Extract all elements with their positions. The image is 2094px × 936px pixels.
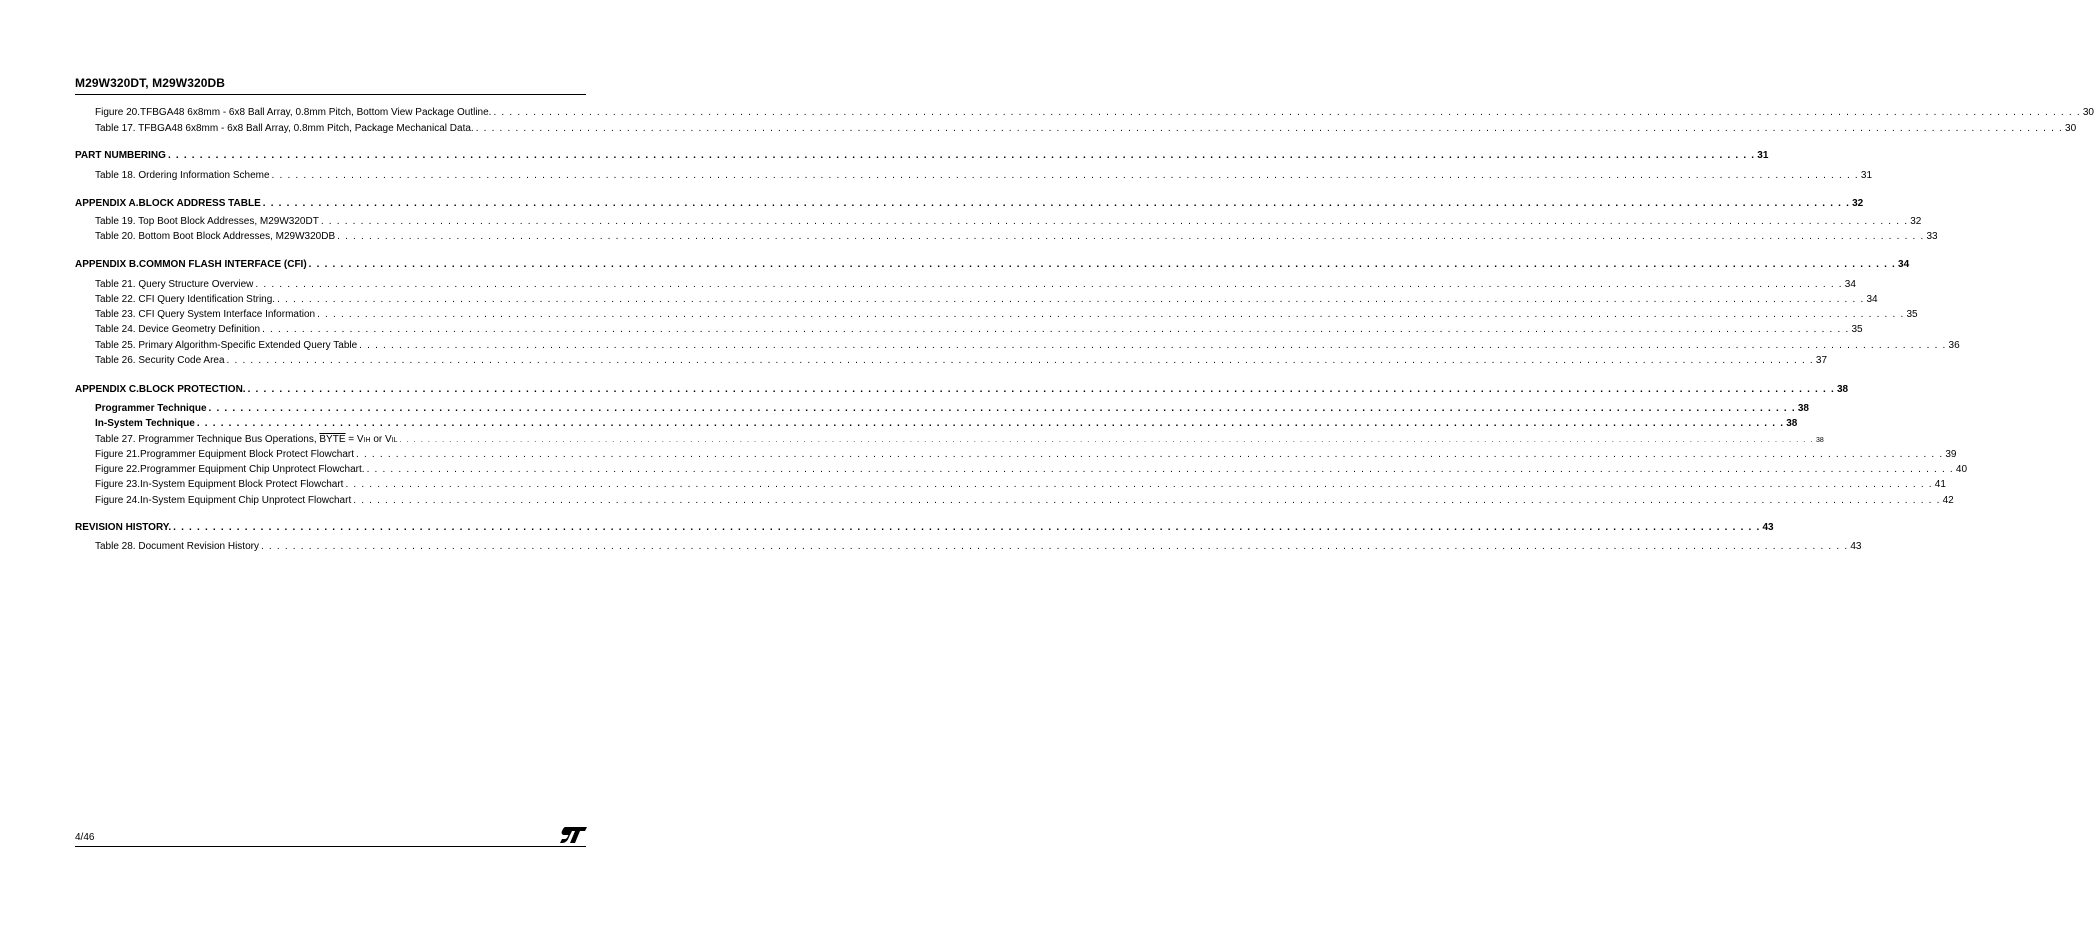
- dot-leader: . . . . . . . . . . . . . . . . . . . . . . . . . . . . . . . . . . . . . . . . . . . . . . . . . . . . . . . . . . . . . . . . . . . . . . . . . . . . . . . . . . . . . . . . . . . . . . . . . . . . . . . . . . . . . . . . . . . . . . . . . . . . . . . . . . . . . . . . . . . . . . . . . . . . . . . . . . . . . . . . . . . . . . . . . . . . . . . . . . . . . . . . . . . . . . . . . . . . . . . .: [271, 170, 1859, 181]
- dot-leader: . . . . . . . . . . . . . . . . . . . . . . . . . . . . . . . . . . . . . . . . . . . . . . . . . . . . . . . . . . . . . . . . . . . . . . . . . . . . . . . . . . . . . . . . . . . . . . . . . . . . . . . . . . . . . . . . . . . . . . . . . . . . . . . . . . . . . . . . . . . . . . . . . . . . . . . . . . . . . . . . . . . . . . . . . . . . . . . . . . . . . . . . . . . . . . . . . . . . . . . .: [353, 495, 1941, 506]
- toc-section-part-numbering[interactable]: [75, 149, 1769, 163]
- toc-entry-figure-21[interactable]: [95, 448, 1957, 462]
- toc-entry-page: 34: [1866, 294, 1878, 305]
- toc-entry-label: Table 26. Security Code Area: [95, 355, 225, 366]
- toc-subsection-in-system-technique[interactable]: [95, 417, 1798, 431]
- toc-entry-page: 40: [1955, 464, 1968, 475]
- toc-entry-label: Table 25. Primary Algorithm-Specific Extended Query Table: [95, 340, 358, 351]
- toc-section-label: APPENDIX C.BLOCK PROTECTION.: [75, 384, 246, 395]
- toc-entry-label: Figure 23.In-System Equipment Block Protect Flowchart: [95, 479, 344, 490]
- toc-section-label: APPENDIX A.BLOCK ADDRESS TABLE: [75, 198, 261, 209]
- toc-entry-label-or: or V: [370, 434, 392, 445]
- toc-entry-page: 42: [1942, 495, 1954, 506]
- toc-entry-table-18[interactable]: [95, 169, 1873, 183]
- toc-entry-page: 43: [1850, 541, 1862, 552]
- dot-leader: . . . . . . . . . . . . . . . . . . . . . . . . . . . . . . . . . . . . . . . . . . . . . . . . . . . . . . . . . . . . . . . . . . . . . . . . . . . . . . . . . . . . . . . . . . . . . . . . . . . . . . . . . . . . . . . . . . . . . . . . . . . . . . . . . . . . . . . . . . . . . . . . . . . . . . . . . . . . . . . . . . . . . . . . . . . . . . . . . . . . . . . . . . . . . . . . . . . . . . . .: [493, 107, 2081, 118]
- dot-leader: . . . . . . . . . . . . . . . . . . . . . . . . . . . . . . . . . . . . . . . . . . . . . . . . . . . . . . . . . . . . . . . . . . . . . . . . . . . . . . . . . . . . . . . . . . . . . . . . . . . . . . . . . . . . . . . . . . . . . . . . . . . . . . . . . . . . . . . . . . . . . . . . . . . . . . . . . . . . . . . . . . . . . . . . . . . . . . . . . . . . . . . . . . . . . . . . . . . . . . . .: [262, 198, 1851, 209]
- toc-entry-figure-22[interactable]: [95, 463, 1968, 477]
- toc-section-label: REVISION HISTORY.: [75, 522, 172, 533]
- toc-section-label: PART NUMBERING: [75, 150, 166, 161]
- dot-leader: . . . . . . . . . . . . . . . . . . . . . . . . . . . . . . . . . . . . . . . . . . . . . . . . . . . . . . . . . . . . . . . . . . . . . . . . . . . . . . . . . . . . . . . . . . . . . . . . . . . . . . . . . . . . . . . . . . . . . . . . . . . . . . . . . . . . . . . . . . . . . . . . . . . . . . . . . . . . . . . . . . . . . . . . . . . . . . . . . . . . . . . . . . . . . . . . . . . . . . . .: [226, 355, 1814, 366]
- toc-entry-label: Table 24. Device Geometry Definition: [95, 324, 261, 335]
- toc-section-page: 32: [1852, 198, 1864, 209]
- toc-entry-label: In-System Technique: [95, 418, 195, 429]
- dot-leader: . . . . . . . . . . . . . . . . . . . . . . . . . . . . . . . . . . . . . . . . . . . . . . . . . . . . . . . . . . . . . . . . . . . . . . . . . . . . . . . . . . . . . . . . . . . . . . . . . . . . . . . . . . . . . . . . . . . . . . . . . . . . . . . . . . . . . . . . . . . . . . . . . . . . . . . . . . . . . . . . . . . . . . . . . . . . . . . . . . . . . . . . . . . . . . . . . . . . . . . .: [262, 324, 1850, 335]
- toc-entry-page: 38: [1815, 437, 1824, 444]
- vih-subscript: IH: [363, 437, 371, 444]
- toc-entry-page: 35: [1851, 324, 1863, 335]
- toc-entry-page: 35: [1906, 309, 1918, 320]
- dot-leader: . . . . . . . . . . . . . . . . . . . . . . . . . . . . . . . . . . . . . . . . . . . . . . . . . . . . . . . . . . . . . . . . . . . . . . . . . . . . . . . . . . . . . . . . . . . . . . . . . . . . . . . . . . . . . . . . . . . . . . . . . . . . . . . . . . . . . . . . . . . . . . . . . . . . . . . . . . . . . . . . . . . . . . . . . . . . . . . . . . . . . . . . . . . . . . . . . . . . . . . .: [345, 479, 1933, 490]
- toc-section-page: 43: [1762, 522, 1774, 533]
- toc-entry-page: 30: [2065, 123, 2077, 134]
- toc-entry-page: 36: [1948, 340, 1960, 351]
- document-title: M29W320DT, M29W320DB: [75, 76, 226, 90]
- toc-entry-page: 30: [2082, 107, 2094, 118]
- toc-section-appendix-b[interactable]: [75, 258, 1910, 272]
- toc-entry-label: Figure 21.Programmer Equipment Block Protect Flowchart: [95, 449, 354, 460]
- dot-leader: . . . . . . . . . . . . . . . . . . . . . . . . . . . . . . . . . . . . . . . . . . . . . . . . . . . . . . . . . . . . . . . . . . . . . . . . . . . . . . . . . . . . . . . . . . . . . . . . . . . . . . . . . . . . . . . . . . . . . . . . . . . . . . . . . . . . . . . . . . . . . . . . . . . . . . . . . . . . . . . . . . . . . . . . . . . . . . . . . . . . . . . . . . . . . . . . . . . . . . . .: [366, 464, 1954, 475]
- toc-entry-page: 41: [1934, 479, 1946, 490]
- toc-section-page: 34: [1898, 259, 1910, 270]
- toc-section-page: 31: [1757, 150, 1769, 161]
- toc-entry-label: Table 17. TFBGA48 6x8mm - 6x8 Ball Array, 0.8mm Pitch, Package Mechanical Data.: [95, 123, 474, 134]
- dot-leader: . . . . . . . . . . . . . . . . . . . . . . . . . . . . . . . . . . . . . . . . . . . . . . . . . . . . . . . . . . . . . . . . . . . . . . . . . . . . . . . . . . . . . . . . . . . . . . . . . . . . . . . . . . . . . . . . . . . . . . . . . . . . . . . . . . . . . . . . . . . . . . . . . . . . . . . . . . . . . . . . . . . . . . . . . . . . . . . . . . . . . . . . . . . . . . . . . . . . . . . .: [208, 403, 1796, 414]
- dot-leader: . . . . . . . . . . . . . . . . . . . . . . . . . . . . . . . . . . . . . . . . . . . . . . . . . . . . . . . . . . . . . . . . . . . . . . . . . . . . . . . . . . . . . . . . . . . . . . . . . . . . . . . . . . . . . . . . . . . . . . . . . . . . . . . . . . . . . . . . . . . . . . . . . . . . . . . . . . . . . . . . . . . . . . . . . . . . . . . . . . . . . . . . . . . . . . . . . . . . . . . .: [356, 449, 1944, 460]
- dot-leader: . . . . . . . . . . . . . . . . . . . . . . . . . . . . . . . . . . . . . . . . . . . . . . . . . . . . . . . . . . . . . . . . . . . . . . . . . . . . . . . . . . . . . . . . . . . . . . . . . . . . . . . . . . . . . . . . . . . . . . . . . . . . . . . . . . . . . . . . . . . . . . . . . . . . . . . . . . . . . . . . . . . . . . . . . . . . . . . . . . . . . . . . . . . . . . . . . . . . . . . .: [277, 294, 1865, 305]
- toc-entry-label-prefix: Table 27. Programmer Technique Bus Operations,: [95, 434, 320, 445]
- dot-leader: . . . . . . . . . . . . . . . . . . . . . . . . . . . . . . . . . . . . . . . . . . . . . . . . . . . . . . . . . . . . . . . . . . . . . . . . . . . . . . . . . . . . . . . . . . . . . . . . . . . . . . . . . . . . . . . . . . . . . . . . . . . . . . . . . . . . . . . . . . . . . . . . . . . . . . . . . . . . . . . . . . . . . . . . . . . . . . . . . . . . . . . . . . . . . . . . . . . . . . . .: [255, 279, 1843, 290]
- toc-entry-label: Table 20. Bottom Boot Block Addresses, M29W320DB: [95, 231, 336, 242]
- toc-entry-label: Figure 24.In-System Equipment Chip Unprotect Flowchart: [95, 495, 352, 506]
- toc-entry-label: Table 18. Ordering Information Scheme: [95, 170, 270, 181]
- header-divider: [75, 94, 586, 95]
- toc-entry-page: 38: [1797, 403, 1809, 414]
- toc-entry-table-22[interactable]: [95, 293, 1878, 307]
- toc-entry-figure-24[interactable]: [95, 494, 1954, 508]
- toc-section-label: APPENDIX B.COMMON FLASH INTERFACE (CFI): [75, 259, 307, 270]
- vil-subscript: IL: [391, 437, 398, 444]
- toc-entry-table-23[interactable]: [95, 308, 1918, 322]
- dot-leader: . . . . . . . . . . . . . . . . . . . . . . . . . . . . . . . . . . . . . . . . . . . . . . . . . . . . . . . . . . . . . . . . . . . . . . . . . . . . . . . . . . . . . . . . . . . . . . . . . . . . . . . . . . . . . . . . . . . . . . . . . . . . . . . . . . . . . . . . . . . . . . . . . . . . . . . . . . . . . . . . . . . . . . . . . . . . . . . . . . . . . . . . . . . . . . . . . . . . . . . .: [320, 216, 1909, 227]
- page-number: 4/46: [75, 832, 95, 843]
- toc-subsection-programmer-technique[interactable]: [95, 402, 1809, 416]
- toc-entry-figure-20[interactable]: [95, 106, 2094, 120]
- toc-entry-table-24[interactable]: [95, 323, 1863, 337]
- dot-leader: . . . . . . . . . . . . . . . . . . . . . . . . . . . . . . . . . . . . . . . . . . . . . . . . . . . . . . . . . . . . . . . . . . . . . . . . . . . . . . . . . . . . . . . . . . . . . . . . . . . . . . . . . . . . . . . . . . . . . . . . . . . . . . . . . . . . . . . . . . . . . . . . . . . . . . . . . . . . . . . . . . . . . . . . . . . . . . . . . . . . . . . . . . . . . . . . . . . . . . . .: [337, 231, 1925, 242]
- toc-section-revision-history[interactable]: [75, 521, 1774, 535]
- toc-entry-page: 39: [1945, 449, 1957, 460]
- toc-entry-label: Table 28. Document Revision History: [95, 541, 259, 552]
- toc-entry-label: Figure 22.Programmer Equipment Chip Unprotect Flowchart.: [95, 464, 365, 475]
- toc-entry-label: Table 21. Query Structure Overview: [95, 279, 254, 290]
- toc-entry-table-17[interactable]: [95, 122, 2077, 136]
- toc-entry-page: 32: [1910, 216, 1922, 227]
- toc-entry-label: Figure 20.TFBGA48 6x8mm - 6x8 Ball Array, 0.8mm Pitch, Bottom View Package Outline.: [95, 107, 492, 118]
- toc-entry-label: Programmer Technique: [95, 403, 207, 414]
- toc-entry-table-19[interactable]: [95, 215, 1922, 229]
- toc-entry-page: 33: [1926, 231, 1938, 242]
- dot-leader: . . . . . . . . . . . . . . . . . . . . . . . . . . . . . . . . . . . . . . . . . . . . . . . . . . . . . . . . . . . . . . . . . . . . . . . . . . . . . . . . . . . . . . . . . . . . . . . . . . . . . . . . . . . . . . . . . . . . . . . . . . . . . . . . . . . . . . . . . . . . . . . . . . . . . . . . . . . . . . . . . . . . . . . . . . . . . . . . . . . . . . . . . . . . . . . . . . . . . . . .: [308, 259, 1897, 270]
- toc-entry-page: 34: [1844, 279, 1856, 290]
- dot-leader: . . . . . . . . . . . . . . . . . . . . . . . . . . . . . . . . . . . . . . . . . . . . . . . . . . . . . . . . . . . . . . . . . . . . . . . . . . . . . . . . . . . . . . . . . . . . . . . . . . . . . . . . . . . . . . . . . . . . . . . . . . . . . . . . . . . . . . . . . . . . . . . . . . . . . . . . . . . . . . . . . . . . . . . . . . . . . . . . . . . . . . . . . . . . . . . . . . . . . . . .: [359, 340, 1947, 351]
- toc-entry-label: Table 19. Top Boot Block Addresses, M29W320DT: [95, 216, 319, 227]
- dot-leader: . . . . . . . . . . . . . . . . . . . . . . . . . . . . . . . . . . . . . . . . . . . . . . . . . . . . . . . . . . . . . . . . . . . . . . . . . . . . . . . . . . . . . . . . . . . . . . . . . . . . . . . . . . . . . . . . . . . . . . . . . . . . . . . . . . . . . . . . . . . . . . . . . . . . . . . . . . . . . . . . . . . . . . . . . . . . . . . . . . . . . . . . . . . . . . . . . . . . . . . .: [317, 309, 1905, 320]
- toc-entry-label-eq: = V: [345, 434, 364, 445]
- dot-leader: . . . . . . . . . . . . . . . . . . . . . . . . . . . . . . . . . . . . . . . . . . . . . . . . . . . . . . . . . . . . . . . . . . . . . . . . . . . . . . . . . . . . . . . . . . . . . . . . . . . . . . . . . . . . . . . . . . . . . . . . . . . . . . . . . . . . . . . . . . . . . . . . . . . . . . . . . . . . . . . . . . . . . . . . . . . . . . . . . . . . . . . . . . . . . . . . . . . . . . . .: [399, 437, 1814, 444]
- toc-entry-label: [95, 433, 398, 448]
- toc-entry-label: Table 22. CFI Query Identification String.: [95, 294, 276, 305]
- st-logo-icon: [560, 825, 588, 845]
- dot-leader: . . . . . . . . . . . . . . . . . . . . . . . . . . . . . . . . . . . . . . . . . . . . . . . . . . . . . . . . . . . . . . . . . . . . . . . . . . . . . . . . . . . . . . . . . . . . . . . . . . . . . . . . . . . . . . . . . . . . . . . . . . . . . . . . . . . . . . . . . . . . . . . . . . . . . . . . . . . . . . . . . . . . . . . . . . . . . . . . . . . . . . . . . . . . . . . . . . . . . . . .: [260, 541, 1849, 552]
- toc-entry-table-26[interactable]: [95, 354, 1828, 368]
- dot-leader: . . . . . . . . . . . . . . . . . . . . . . . . . . . . . . . . . . . . . . . . . . . . . . . . . . . . . . . . . . . . . . . . . . . . . . . . . . . . . . . . . . . . . . . . . . . . . . . . . . . . . . . . . . . . . . . . . . . . . . . . . . . . . . . . . . . . . . . . . . . . . . . . . . . . . . . . . . . . . . . . . . . . . . . . . . . . . . . . . . . . . . . . . . . . . . . . . . . . . . . .: [167, 150, 1756, 161]
- toc-entry-table-27[interactable]: [95, 433, 1824, 447]
- toc-entry-table-20[interactable]: [95, 230, 1938, 244]
- toc-entry-table-21[interactable]: [95, 278, 1856, 292]
- toc-entry-page: 38: [1786, 418, 1798, 429]
- toc-entry-label: Table 23. CFI Query System Interface Information: [95, 309, 316, 320]
- dot-leader: . . . . . . . . . . . . . . . . . . . . . . . . . . . . . . . . . . . . . . . . . . . . . . . . . . . . . . . . . . . . . . . . . . . . . . . . . . . . . . . . . . . . . . . . . . . . . . . . . . . . . . . . . . . . . . . . . . . . . . . . . . . . . . . . . . . . . . . . . . . . . . . . . . . . . . . . . . . . . . . . . . . . . . . . . . . . . . . . . . . . . . . . . . . . . . . . . . . . . . . .: [247, 384, 1835, 395]
- footer-divider: [75, 846, 586, 847]
- toc-entry-table-28[interactable]: [95, 540, 1862, 554]
- toc-entry-figure-23[interactable]: [95, 478, 1946, 492]
- byte-signal-overline: BYTE: [319, 434, 346, 445]
- toc-entry-page: 37: [1815, 355, 1828, 366]
- toc-section-appendix-a[interactable]: [75, 197, 1864, 211]
- dot-leader: . . . . . . . . . . . . . . . . . . . . . . . . . . . . . . . . . . . . . . . . . . . . . . . . . . . . . . . . . . . . . . . . . . . . . . . . . . . . . . . . . . . . . . . . . . . . . . . . . . . . . . . . . . . . . . . . . . . . . . . . . . . . . . . . . . . . . . . . . . . . . . . . . . . . . . . . . . . . . . . . . . . . . . . . . . . . . . . . . . . . . . . . . . . . . . . . . . . . . . . .: [475, 123, 2064, 134]
- toc-entry-table-25[interactable]: [95, 339, 1960, 353]
- toc-entry-page: 31: [1860, 170, 1873, 181]
- toc-section-appendix-c[interactable]: [75, 383, 1849, 397]
- toc-section-page: 38: [1836, 384, 1849, 395]
- dot-leader: . . . . . . . . . . . . . . . . . . . . . . . . . . . . . . . . . . . . . . . . . . . . . . . . . . . . . . . . . . . . . . . . . . . . . . . . . . . . . . . . . . . . . . . . . . . . . . . . . . . . . . . . . . . . . . . . . . . . . . . . . . . . . . . . . . . . . . . . . . . . . . . . . . . . . . . . . . . . . . . . . . . . . . . . . . . . . . . . . . . . . . . . . . . . . . . . . . . . . . . .: [173, 522, 1761, 533]
- dot-leader: . . . . . . . . . . . . . . . . . . . . . . . . . . . . . . . . . . . . . . . . . . . . . . . . . . . . . . . . . . . . . . . . . . . . . . . . . . . . . . . . . . . . . . . . . . . . . . . . . . . . . . . . . . . . . . . . . . . . . . . . . . . . . . . . . . . . . . . . . . . . . . . . . . . . . . . . . . . . . . . . . . . . . . . . . . . . . . . . . . . . . . . . . . . . . . . . . . . . . . . .: [196, 418, 1785, 429]
